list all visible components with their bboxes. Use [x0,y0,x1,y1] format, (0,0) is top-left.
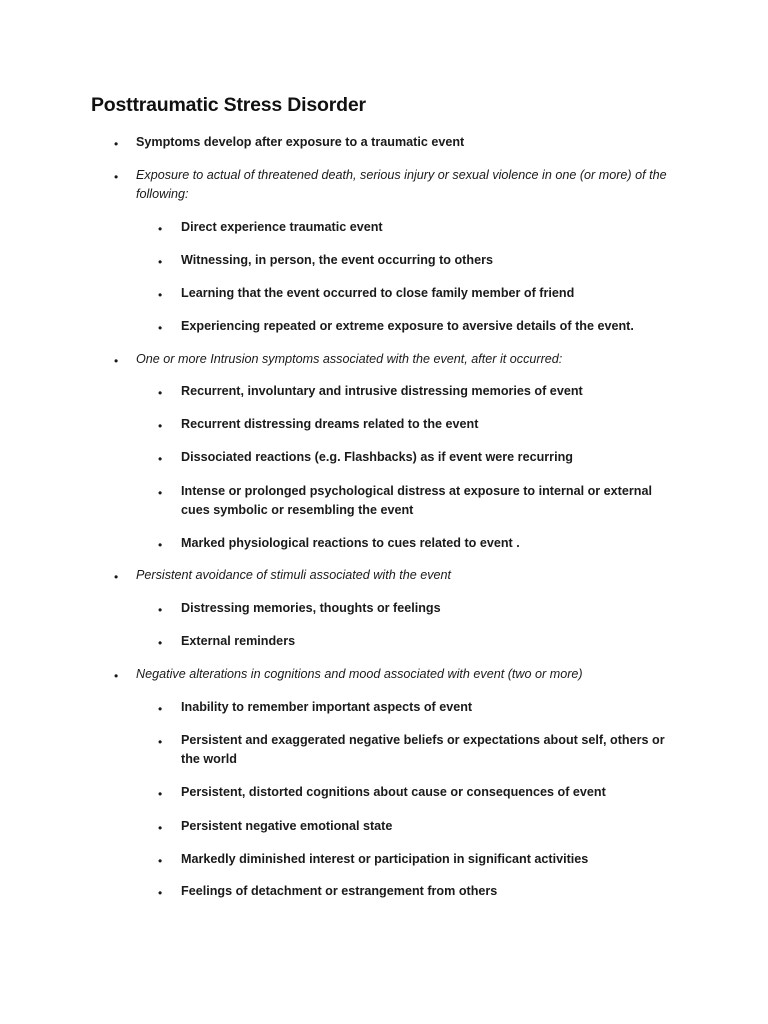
bullet-icon: • [158,538,163,552]
bullet-icon: • [158,821,163,835]
bullet-icon: • [158,636,163,650]
bullet-icon: • [158,386,163,400]
bullet-icon: • [158,255,163,269]
bullet-icon: • [158,452,163,466]
list-item: One or more Intrusion symptoms associated with the event, after it occurred: [136,352,563,366]
list-item: Persistent avoidance of stimuli associated with the event [136,568,452,582]
list-item: Exposure to actual of threatened death, serious injury or sexual violence in one (or more) of the following: [136,168,667,201]
bullet-icon: • [158,486,163,500]
list-item: Markedly diminished interest or participation in significant activities [181,852,589,866]
list-item: Distressing memories, thoughts or feelings [181,601,441,615]
bullet-icon: • [158,603,163,617]
bullet-icon: • [158,288,163,302]
bullet-icon: • [114,570,119,584]
list-item: Marked physiological reactions to cues related to event . [181,536,520,550]
list-item: Recurrent, involuntary and intrusive distressing memories of event [181,384,583,398]
list-item: Experiencing repeated or extreme exposure to aversive details of the event. [181,319,634,333]
list-item: Negative alterations in cognitions and mood associated with event (two or more) [136,667,583,681]
list-item: Inability to remember important aspects of event [181,700,473,714]
bullet-icon: • [158,735,163,749]
bullet-icon: • [114,137,119,151]
bullet-icon: • [158,222,163,236]
bullet-icon: • [114,354,119,368]
list-item: Persistent and exaggerated negative beliefs or expectations about self, others or the world [181,733,665,766]
bullet-icon: • [114,170,119,184]
list-item: Intense or prolonged psychological distress at exposure to internal or external cues symbolic or resembling the event [181,484,652,517]
list-item: Recurrent distressing dreams related to the event [181,417,479,431]
bullet-icon: • [158,787,163,801]
list-item: External reminders [181,634,296,648]
page-title: Posttraumatic Stress Disorder [91,94,366,116]
list-item: Persistent negative emotional state [181,819,393,833]
list-item: Learning that the event occurred to close family member of friend [181,286,575,300]
bullet-icon: • [158,854,163,868]
bullet-icon: • [158,886,163,900]
list-item: Feelings of detachment or estrangement from others [181,884,498,898]
list-item: Symptoms develop after exposure to a traumatic event [136,135,465,149]
bullet-icon: • [158,321,163,335]
list-item: Witnessing, in person, the event occurring to others [181,253,493,267]
list-item: Direct experience traumatic event [181,220,383,234]
list-item: Persistent, distorted cognitions about cause or consequences of event [181,785,606,799]
bullet-icon: • [158,702,163,716]
bullet-icon: • [114,669,119,683]
bullet-icon: • [158,419,163,433]
list-item: Dissociated reactions (e.g. Flashbacks) as if event were recurring [181,450,573,464]
